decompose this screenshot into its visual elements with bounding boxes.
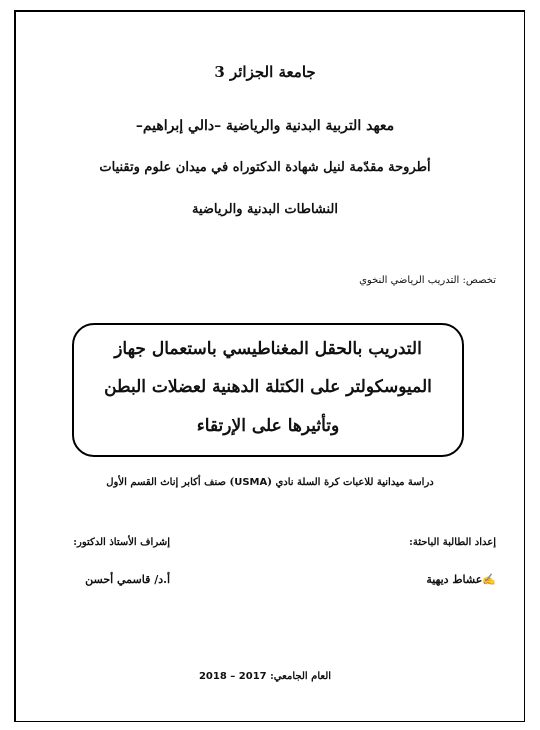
thesis-description-line-1: أطروحة مقدّمة لنيل شهادة الدكتوراه في ميدان علوم وتقنيات — [99, 160, 431, 175]
field-study-after: ) صنف أكابر إناث القسم الأول — [106, 477, 235, 488]
university-name: جامعة الجزائر 3 — [214, 63, 316, 81]
student-name — [426, 573, 496, 586]
club-name: USMA — [234, 477, 268, 488]
thesis-title-line-1: التدريب بالحقل المغناطيسي باستعمال جهاز — [114, 339, 422, 359]
field-study-description — [40, 477, 500, 488]
student-name-text: عشاط ديهية — [426, 573, 483, 586]
academic-year-label: العام الجامعي: — [270, 671, 332, 682]
pen-icon: ✍ — [482, 573, 496, 586]
academic-year-value: 2017 – 2018 — [198, 671, 267, 682]
thesis-title-line-2: الميوسكولتر على الكتلة الدهنية لعضلات البطن — [104, 377, 432, 397]
thesis-title-line-3: وتأثيرها على الإرتقاء — [196, 416, 340, 436]
thesis-title-box — [72, 323, 464, 457]
specialty-label: تخصص: — [462, 275, 496, 286]
specialty-value: التدريب الرياضي النخوي — [359, 275, 460, 286]
supervisor-name: أ.د/ قاسمي أحسن — [85, 573, 170, 586]
student-label: إعداد الطالبة الباحثة: — [409, 537, 496, 548]
specialty — [359, 275, 496, 286]
thesis-description-line-2: النشاطات البدنية والرياضية — [191, 202, 338, 217]
academic-year — [30, 671, 500, 682]
field-study-before: دراسة ميدانية للاعبات كرة السلة نادي ( — [267, 477, 434, 488]
institute-name: معهد التربية البدنية والرياضية –دالي إبراهيم– — [135, 118, 395, 134]
supervisor-label: إشراف الأستاذ الدكتور: — [73, 537, 170, 548]
